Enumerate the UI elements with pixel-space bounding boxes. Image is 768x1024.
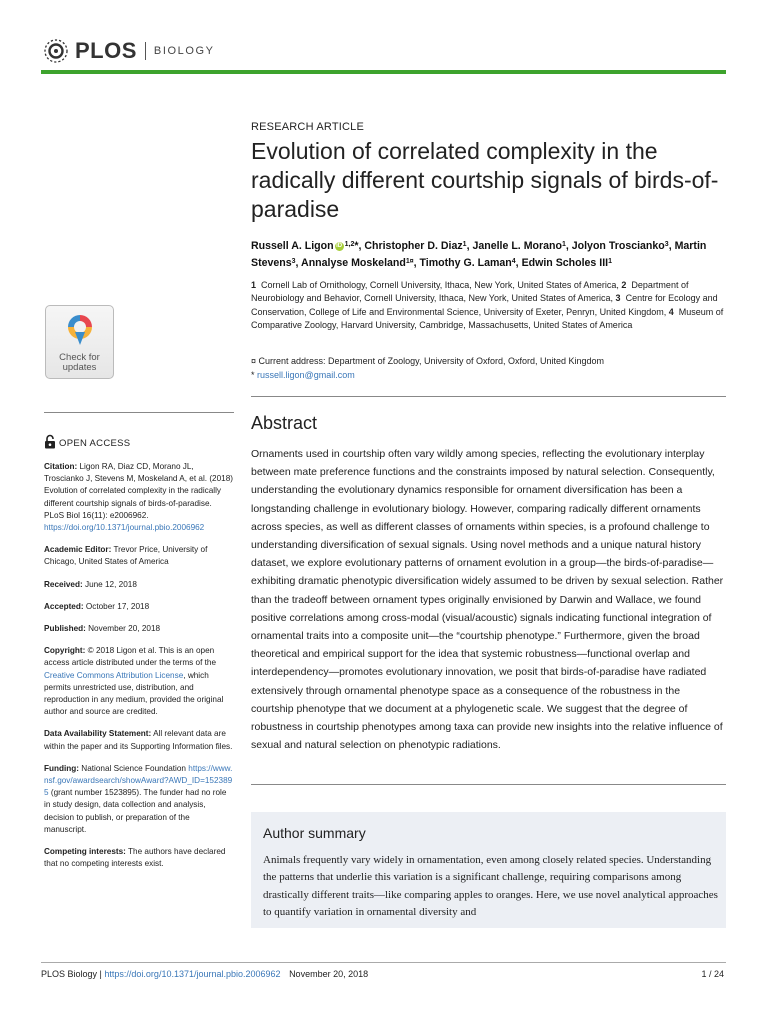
sidebar-rule <box>44 412 234 413</box>
affiliation-number: 3 <box>615 293 621 304</box>
affiliation-text: Museum of Comparative Zoology, Harvard University, Cambridge, Massachusetts, United States of America <box>251 306 724 330</box>
publisher-name: PLOS <box>75 38 137 63</box>
data-availability-text: All relevant data are within the paper and its Supporting Information files. <box>44 729 233 751</box>
author-separator: , <box>413 257 420 269</box>
abstract-top-rule <box>251 396 726 397</box>
page-number: 1 / 24 <box>701 969 724 979</box>
funding-link[interactable]: https://www.nsf.gov/awardsearch/showAward?AWD_ID=1523895 <box>44 763 233 798</box>
editor-block <box>44 544 234 568</box>
affiliation-text: Department of Neurobiology and Behavior, Cornell University, Ithaca, New York, United States of America, <box>251 280 689 304</box>
author-summary-text: Animals frequently vary widely in ornamentation, even among closely related species. Understanding the patterns that underlie this variation is a significant challenge, requiring comparisons among drastically different traits—like comparing apples to oranges. Here, we use novel analytical approaches to quantify variation in ornamental diversity and <box>263 854 718 918</box>
author-affiliation-ref: 3 <box>664 241 669 248</box>
copyright-block <box>44 645 234 718</box>
funding-text-2: (grant number 1523895). The funder had no role in study design, data collection and analysis, decision to publish, or preparation of the manuscript. <box>44 788 227 834</box>
affiliation-text: Centre for Ecology and Conservation, College of Life and Environmental Science, University of Exeter, Penryn, United Kingdom, <box>251 293 718 317</box>
received-date: June 12, 2018 <box>84 579 137 589</box>
citation-block <box>44 461 234 534</box>
competing-interests-label: Competing interests: <box>44 847 126 857</box>
abstract-heading: Abstract <box>251 413 318 433</box>
author-name: Annalyse Moskeland <box>301 257 406 269</box>
author-affiliation-ref: 1,2 <box>344 241 355 248</box>
check-updates-line1: Check for <box>59 352 100 363</box>
current-address <box>251 355 726 368</box>
funding-block <box>44 763 234 836</box>
affiliation-number: 2 <box>621 280 627 290</box>
author-name: Timothy G. Laman <box>419 257 512 269</box>
citation-text: Ligon RA, Diaz CD, Morano JL, Troscianko J, Stevens M, Moskeland A, et al. (2018) Evolution of correlated complexity in the radically different courtship signals of birds-of-paradise. PLoS Biol 16(11): e2006962. <box>44 462 234 520</box>
footer-doi-link[interactable]: https://doi.org/10.1371/journal.pbio.2006962 <box>104 969 281 979</box>
author-summary-heading: Author summary <box>263 825 366 841</box>
published-label: Published: <box>44 624 86 634</box>
author-name: Edwin Scholes III <box>521 257 609 269</box>
author-separator: , <box>295 257 302 269</box>
data-availability-block <box>44 728 234 752</box>
published-block <box>44 623 234 635</box>
author-separator: , <box>358 240 365 252</box>
accepted-label: Accepted: <box>44 601 84 611</box>
author[interactable] <box>472 240 571 252</box>
article-type: RESEARCH ARTICLE <box>251 121 365 133</box>
editor-text: Trevor Price, University of Chicago, United States of America <box>44 545 208 567</box>
open-access-label <box>44 434 234 452</box>
orcid-icon[interactable]: iD <box>336 242 343 249</box>
author-separator: , <box>466 240 473 252</box>
author-affiliation-ref: 1 <box>462 241 467 248</box>
author-name: Jolyon Troscianko <box>571 240 665 252</box>
author-name: Janelle L. Morano <box>472 240 562 252</box>
author-affiliation-ref: 3 <box>291 258 296 265</box>
header-rule <box>41 70 726 74</box>
author-name: Christopher D. Diaz <box>364 240 463 252</box>
author-affiliation-ref: 1 <box>561 241 566 248</box>
email-mark: * <box>251 370 255 380</box>
affiliations <box>251 279 726 332</box>
check-for-updates-badge[interactable] <box>45 305 114 379</box>
abstract-text: Ornaments used in courtship often vary wildly among species, reflecting the evolutionary interplay between mate preference functions and the constraints imposed by natural selection. Consequently, understanding the evolutionary dynamics responsible for ornament diversification has been a longstanding challenge in evolutionary biology. However, comparing radically different ornaments across species, as well as different classes of ornaments within species, is a profound challenge to understanding diversification of sexual signals. Using novel methods and a unique natural history dataset, we explore evolutionary patterns of ornament evolution in a group—the birds-of-paradise—exhibiting dramatic phenotypic diversification widely assumed to be driven by sexual selection. Rather than the tradeoff between ornament types originally envisioned by Darwin and Wallace, we found positive correlations among cross-modal (visual/acoustic) signals indicating functional integration of ornamental traits into a composite unit—the “courtship phenotype.” Furthermore, given the broad theoretical and empirical support for the idea that systemic robustness—functional overlap and interdependency—promotes evolutionary innovation, we posit that birds-of-paradise have radiated extensively through ornamental phenotype space as a consequence of the robustness in the courtship phenotype that we document at a phylogenetic scale. We suggest that the degree of robustness in courtship phenotypes among taxa can provide new insights into the relative influence of sexual and natural selection on phenotypic radiations. <box>251 448 724 752</box>
license-link[interactable]: Creative Commons Attribution License <box>44 670 184 680</box>
copyright-text-2: , which permits unrestricted use, distribution, and reproduction in any medium, provided the original author and source are credited. <box>44 670 224 717</box>
received-label: Received: <box>44 579 83 589</box>
corresponding-email <box>251 369 355 382</box>
copyright-label: Copyright: <box>44 646 86 656</box>
author-affiliation-ref: 1¤ <box>405 258 414 265</box>
plos-biology-logo[interactable] <box>41 36 215 66</box>
open-access-text: OPEN ACCESS <box>59 437 131 449</box>
author[interactable] <box>251 240 364 252</box>
footer-date: November 20, 2018 <box>289 969 369 979</box>
article-title: Evolution of correlated complexity in the radically different courtship signals of birds-of-paradise <box>251 138 719 222</box>
open-lock-icon <box>44 434 56 452</box>
affiliation <box>251 280 621 290</box>
funding-label: Funding: <box>44 763 80 773</box>
author-affiliation-ref: 1 <box>608 258 613 265</box>
author[interactable] <box>572 240 675 252</box>
affiliation-number: 4 <box>668 306 674 317</box>
copyright-text-1: © 2018 Ligon et al. This is an open access article distributed under the terms of the <box>44 646 217 668</box>
data-availability-label: Data Availability Statement: <box>44 729 152 739</box>
competing-interests-block <box>44 846 234 870</box>
author-list <box>251 238 726 272</box>
current-address-mark: ¤ <box>251 356 257 366</box>
received-block <box>44 579 234 591</box>
author-affiliation-ref: 4 <box>511 258 516 265</box>
accepted-date: October 17, 2018 <box>85 601 150 611</box>
author[interactable] <box>301 257 419 269</box>
corresponding-mark: * <box>354 240 359 252</box>
email-link[interactable]: russell.ligon@gmail.com <box>257 370 355 380</box>
author-separator: , <box>515 257 522 269</box>
author-summary-box <box>251 812 726 928</box>
citation-label: Citation: <box>44 462 78 471</box>
author[interactable] <box>364 240 472 252</box>
author-name: Russell A. Ligon <box>251 240 334 252</box>
article-info-sidebar <box>44 412 234 870</box>
footer-citation <box>41 969 368 979</box>
affiliation-number: 1 <box>251 280 257 290</box>
journal-name: BIOLOGY <box>153 45 215 57</box>
author[interactable] <box>420 257 522 269</box>
author[interactable] <box>522 257 612 269</box>
citation-doi-link[interactable]: https://doi.org/10.1371/journal.pbio.2006962 <box>44 523 205 533</box>
editor-label: Academic Editor: <box>44 545 112 555</box>
author-separator: , <box>565 240 572 252</box>
current-address-text: Current address: Department of Zoology, University of Oxford, Oxford, United Kingdom <box>258 356 605 366</box>
abstract-bottom-rule <box>251 784 726 785</box>
competing-interests-text: The authors have declared that no competing interests exist. <box>44 847 226 869</box>
check-updates-line2: updates <box>62 362 97 373</box>
footer-journal: PLOS Biology <box>41 969 98 979</box>
footer-separator: | <box>99 969 102 979</box>
published-date: November 20, 2018 <box>88 624 161 634</box>
footer-rule <box>41 962 726 963</box>
funding-text-1: National Science Foundation <box>81 763 186 773</box>
check-updates-icon <box>46 312 113 351</box>
plos-logo-icon <box>41 36 71 66</box>
logo-divider <box>145 42 146 60</box>
author-separator: , <box>668 240 675 252</box>
accepted-block <box>44 601 234 613</box>
author-name: Martin Stevens <box>251 240 707 269</box>
affiliation-text: Cornell Lab of Ornithology, Cornell University, Ithaca, New York, United States of America, <box>261 280 619 290</box>
